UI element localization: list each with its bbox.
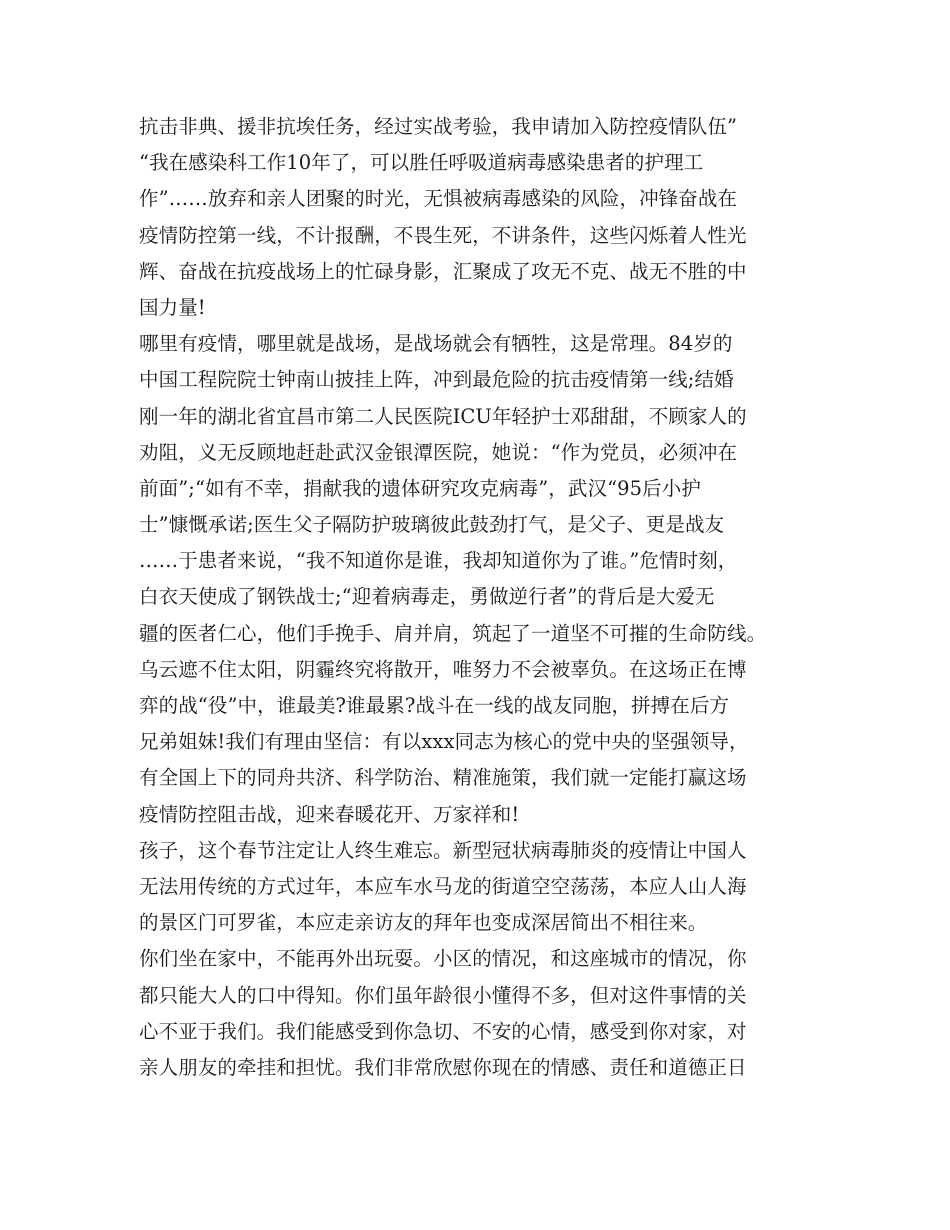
text-line: 疫情防控阻击战，迎来春暖花开、万家祥和! <box>139 802 520 826</box>
text-line: 国力量! <box>139 295 206 319</box>
text-line: 作”……放弃和亲人团聚的时光，无惧被病毒感染的风险，冲锋奋战在 <box>139 187 738 211</box>
text-line: 中国工程院院士钟南山披挂上阵，冲到最危险的抗击疫情第一线;结婚 <box>139 368 734 392</box>
document-body <box>139 109 839 1086</box>
text-line: 都只能大人的口中得知。你们虽年龄很小懂得不多，但对这件事情的关 <box>139 983 747 1007</box>
text-line: 的景区门可罗雀，本应走亲访友的拜年也变成深居简出不相往来。 <box>139 911 708 935</box>
text-line: 兄弟姐妹!我们有理由坚信：有以xxx同志为核心的党中央的坚强领导， <box>139 730 749 754</box>
text-line: 辉、奋战在抗疫战场上的忙碌身影，汇聚成了攻无不克、战无不胜的中 <box>139 259 747 283</box>
text-line: 疆的医者仁心，他们手挽手、肩并肩，筑起了一道坚不可摧的生命防线。 <box>139 621 767 645</box>
text-line: 孩子，这个春节注定让人终生难忘。新型冠状病毒肺炎的疫情让中国人 <box>139 838 747 862</box>
text-line: 白衣天使成了钢铁战士;“迎着病毒走，勇做逆行者”的背后是大爱无 <box>139 585 715 609</box>
text-line: 你们坐在家中，不能再外出玩耍。小区的情况，和这座城市的情况，你 <box>139 947 747 971</box>
text-line: 乌云遮不住太阳，阴霾终究将散开，唯努力不会被辜负。在这场正在博 <box>139 657 747 681</box>
text-line: 亲人朋友的牵挂和担忧。我们非常欣慰你现在的情感、责任和道德正日 <box>139 1055 747 1079</box>
text-line: “我在感染科工作10年了，可以胜任呼吸道病毒感染患者的护理工 <box>139 151 704 175</box>
text-line: 心不亚于我们。我们能感受到你急切、不安的心情，感受到你对家，对 <box>139 1019 747 1043</box>
text-line: 抗击非典、援非抗埃任务，经过实战考验，我申请加入防控疫情队伍” <box>139 115 738 138</box>
text-line: ……于患者来说，“我不知道你是谁，我却知道你为了谁。”危情时刻， <box>139 549 738 573</box>
text-line: 弈的战“役”中，谁最美?谁最累?战斗在一线的战友同胞，拼搏在后方 <box>139 694 730 717</box>
text-line: 哪里有疫情，哪里就是战场，是战场就会有牺牲，这是常理。84岁的 <box>139 332 733 356</box>
text-line: 疫情防控第一线，不计报酬，不畏生死，不讲条件，这些闪烁着人性光 <box>139 223 747 247</box>
text-line: 前面”;“如有不幸，捐献我的遗体研究攻克病毒”，武汉“95后小护 <box>139 476 701 500</box>
text-line: 士”慷慨承诺;医生父子隔防护玻璃彼此鼓劲打气，是父子、更是战友 <box>139 513 725 537</box>
text-line: 有全国上下的同舟共济、科学防治、精准施策，我们就一定能打赢这场 <box>139 766 747 790</box>
text-line: 劝阻，义无反顾地赶赴武汉金银潭医院，她说：“作为党员，必须冲在 <box>139 440 738 464</box>
text-line: 无法用传统的方式过年，本应车水马龙的街道空空荡荡，本应人山人海 <box>139 874 747 898</box>
text-line: 刚一年的湖北省宜昌市第二人民医院ICU年轻护士邓甜甜，不顾家人的 <box>139 404 747 428</box>
